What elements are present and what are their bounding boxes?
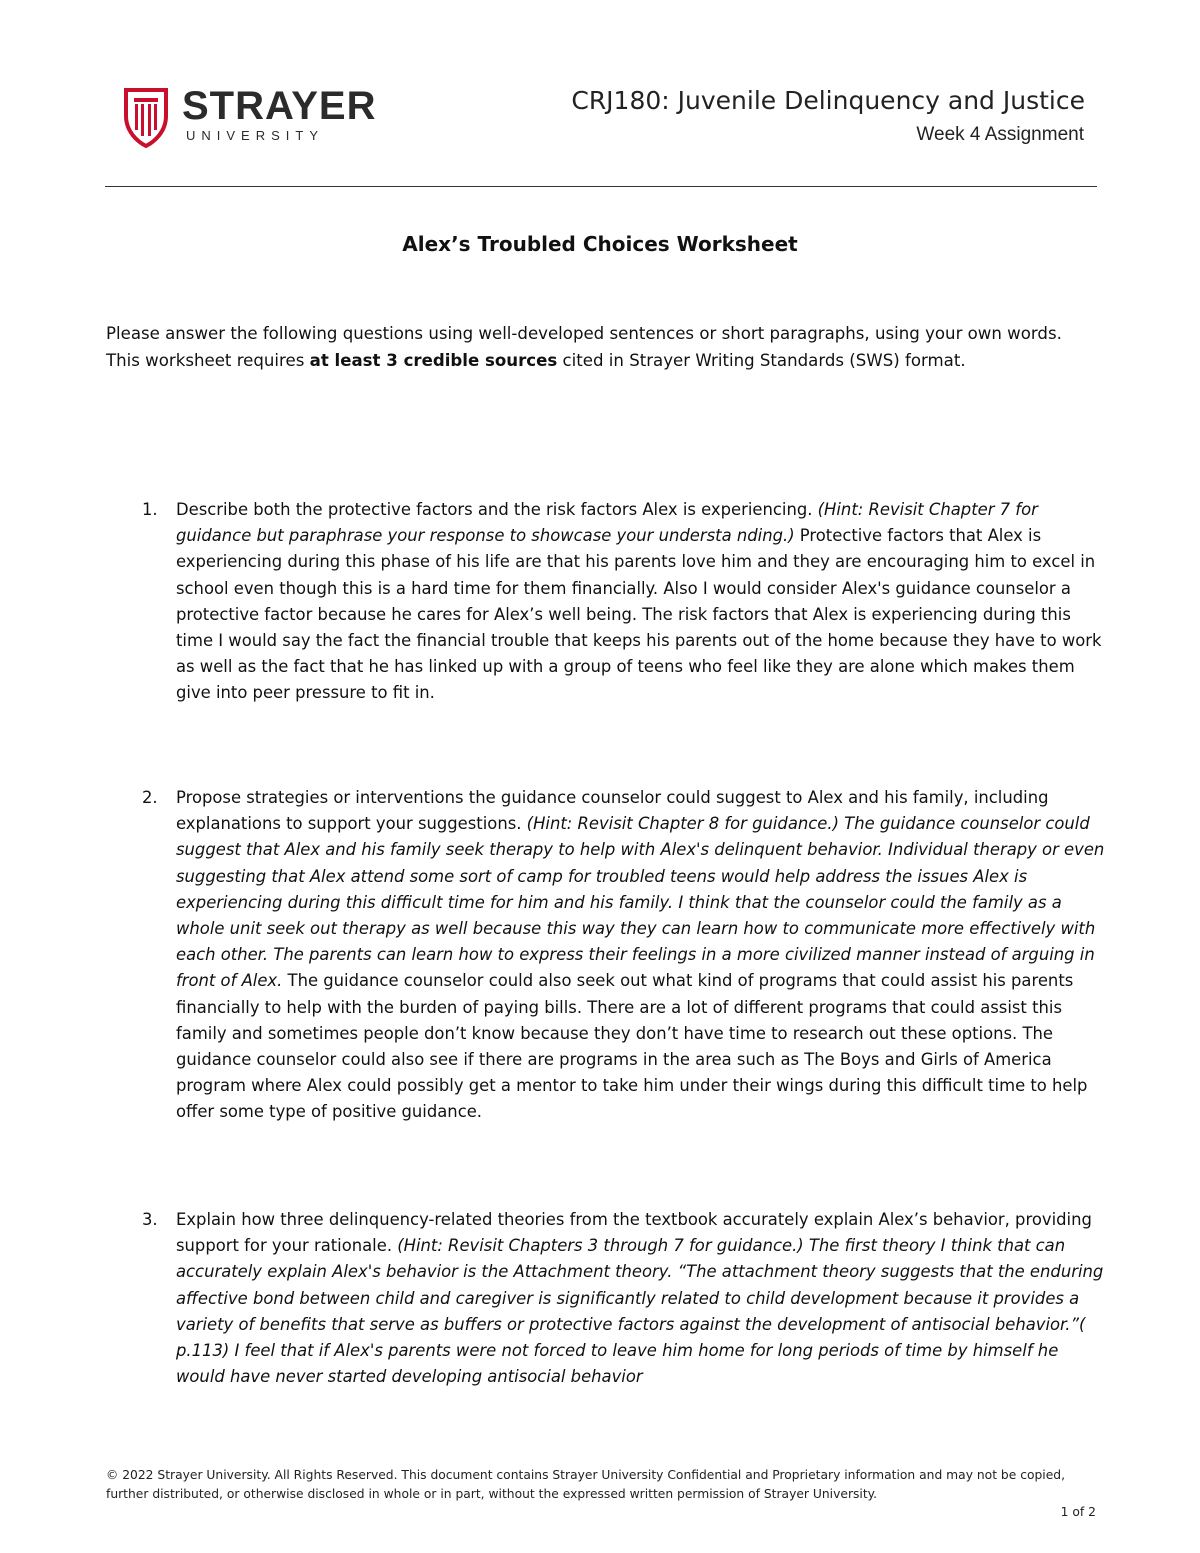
question-number: 3. xyxy=(142,1210,158,1229)
instructions-text: Please answer the following questions using well-developed sentences or short paragraphs, using your own words. This worksheet requires xyxy=(106,324,1062,370)
question-item xyxy=(176,785,1111,1126)
answer-italic-text: The first theory I think that can accurately explain Alex's behavior is the Attachment theory. “The attachment theory suggests that the enduring affective bond between child and caregiver is significantly related to child development because it provides a variety of benefits that serve as buffers or protective factors against the development of antisocial behavior.”( p.113) I feel that if Alex's parents were not forced to leave him home for long periods of time by himself he would have never started developing antisocial behavior xyxy=(176,1236,1104,1387)
course-title: CRJ180: Juvenile Delinquency and Justice xyxy=(571,86,1085,115)
strayer-logo xyxy=(122,84,382,150)
question-hint: (Hint: Revisit Chapter 8 for guidance.) xyxy=(526,814,839,834)
header-divider xyxy=(105,186,1097,187)
instructions-paragraph xyxy=(106,320,1096,374)
instructions-text-end: cited in Strayer Writing Standards (SWS) format. xyxy=(557,351,966,370)
logo-wordmark: STRAYER xyxy=(182,84,377,128)
question-prompt: Explain how three delinquency-related theories from the textbook accurately explain Alex’s behavior, providing support for your rationale. xyxy=(176,1210,1092,1256)
copyright-notice: © 2022 Strayer University. All Rights Reserved. This document contains Strayer University Confidential and Proprietary information and may not be copied, further distributed, or otherwise disclosed in whole or in part, without the expressed written permission of Strayer University. xyxy=(106,1468,1065,1501)
question-number: 2. xyxy=(142,788,158,807)
question-item xyxy=(176,1207,1111,1390)
answer-italic-text: The guidance counselor could suggest that Alex and his family seek therapy to help with Alex's delinquent behavior. Individual therapy or even suggesting that Alex attend some sort of camp for troubled teens would help address the issues Alex is experiencing during this difficult time for him and his family. I think that the counselor could the family as a whole unit seek out therapy as well because this way they can learn how to communicate more effectively with each other. The parents can learn how to express their feelings in a more civilized manner instead of arguing in front of Alex. xyxy=(176,814,1105,991)
worksheet-title: Alex’s Troubled Choices Worksheet xyxy=(402,232,798,256)
question-hint: (Hint: Revisit Chapters 3 through 7 for guidance.) xyxy=(397,1236,804,1256)
answer-text: Protective factors that Alex is experiencing during this phase of his life are that his parents love him and they are encouraging him to excel in school even though this is a hard time for them financially. Also I would consider Alex's guidance counselor a protective factor because he cares for Alex’s well being. The risk factors that Alex is experiencing during this time I would say the fact the financial trouble that keeps his parents out of the home because they have to work as well as the fact that he has linked up with a group of teens who feel like they are alone which makes them give into peer pressure to fit in. xyxy=(176,526,1102,703)
question-prompt: Describe both the protective factors and the risk factors Alex is experiencing. xyxy=(176,500,818,519)
question-prompt: Propose strategies or interventions the guidance counselor could suggest to Alex and his family, including explanations to support your suggestions. xyxy=(176,788,1049,834)
question-item xyxy=(176,497,1111,707)
shield-icon xyxy=(122,84,170,148)
answer-text: The guidance counselor could also seek out what kind of programs that could assist his parents financially to help with the burden of paying bills. There are a lot of different programs that could assist this family and sometimes people don’t know because they don’t have time to research out these options. The guidance counselor could also see if there are programs in the area such as The Boys and Girls of America program where Alex could possibly get a mentor to take him under their wings during this difficult time to help offer some type of positive guidance. xyxy=(176,971,1088,1122)
question-number: 1. xyxy=(142,500,158,519)
page-number: 1 of 2 xyxy=(1060,1505,1096,1519)
instructions-emphasis: at least 3 credible sources xyxy=(309,351,558,370)
question-hint: (Hint: Revisit Chapter 7 for guidance but paraphrase your response to showcase your understa nding.) xyxy=(176,500,1038,546)
logo-subtitle: UNIVERSITY xyxy=(186,128,325,143)
assignment-week: Week 4 Assignment xyxy=(916,124,1084,145)
